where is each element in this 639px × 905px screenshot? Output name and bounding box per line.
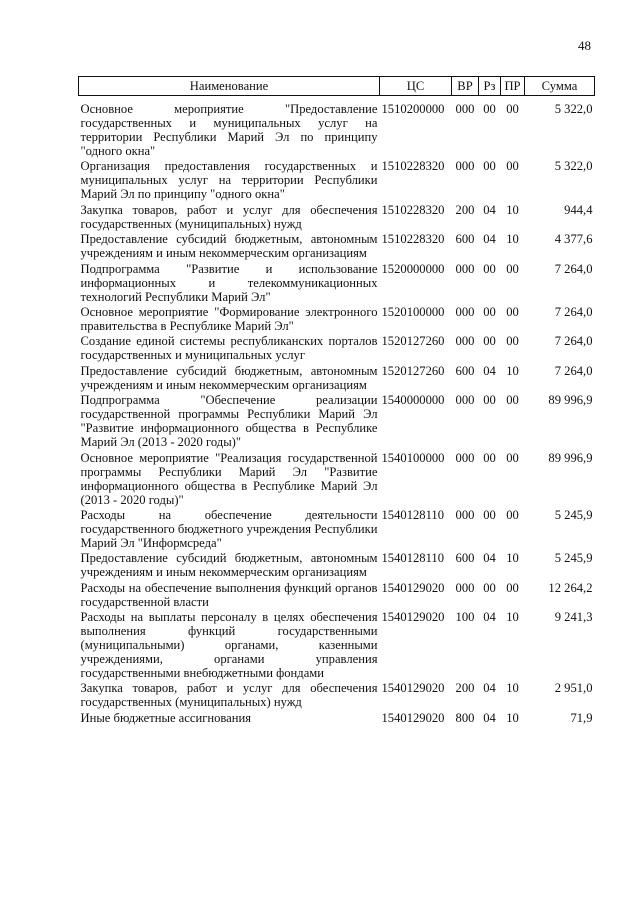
row-pr-code: 00: [506, 159, 519, 174]
row-sum: 7 264,0: [554, 363, 593, 378]
table-row: [79, 610, 595, 681]
row-pr-code: 10: [506, 363, 519, 378]
row-rz-code: 04: [483, 232, 496, 247]
row-vr-code: 000: [455, 334, 475, 349]
row-sum: 9 241,3: [554, 610, 593, 625]
row-pr-code: 00: [506, 102, 519, 116]
row-name: Расходы на обеспечение деятельности государственного бюджетного учреждения Республики Марий Эл "Информсреда": [80, 507, 378, 550]
row-pr-code: 10: [506, 551, 519, 566]
row-rz-code: 04: [483, 710, 496, 725]
row-pr-code: 00: [506, 261, 519, 276]
budget-table: [78, 76, 595, 726]
table-row: [79, 262, 595, 305]
row-cs-code: 1540100000: [381, 450, 445, 465]
row-rz-code: 00: [483, 304, 496, 319]
row-pr-code: 00: [506, 393, 519, 408]
row-vr-code: 000: [455, 507, 475, 522]
row-sum: 12 264,2: [548, 580, 593, 595]
row-rz-code: 00: [483, 102, 496, 116]
row-cs-code: 1510200000: [381, 102, 445, 116]
row-cs-code: 1540129020: [381, 710, 445, 725]
row-vr-code: 600: [455, 363, 475, 378]
header-name: Наименование: [79, 77, 380, 96]
row-vr-code: 000: [455, 159, 475, 174]
row-name: Основное мероприятие "Формирование электронного правительства в Республике Марий Эл": [80, 304, 378, 333]
table-row: [79, 159, 595, 202]
table-header: [79, 77, 595, 96]
table-row: [79, 581, 595, 610]
row-pr-code: 10: [506, 681, 519, 696]
row-pr-code: 10: [506, 610, 519, 625]
row-name: Основное мероприятие "Предоставление государственных и муниципальных услуг на территории Республики Марий Эл по принципу "одного окна": [80, 102, 378, 158]
row-sum: 5 245,9: [554, 507, 593, 522]
table-row: [79, 334, 595, 363]
row-name: Создание единой системы республиканских порталов государственных и муниципальных услуг: [80, 334, 378, 363]
row-name: Расходы на выплаты персоналу в целях обеспечения выполнения функций государственными (муниципальными) органами, казенными учреждениями, органами управления государственными внебюджетными фондами: [80, 610, 378, 681]
row-pr-code: 10: [506, 232, 519, 247]
row-sum: 89 996,9: [548, 450, 593, 465]
table-body: [79, 96, 595, 727]
row-cs-code: 1520127260: [381, 334, 445, 349]
row-pr-code: 00: [506, 580, 519, 595]
row-pr-code: 00: [506, 334, 519, 349]
table-row: [79, 364, 595, 393]
row-sum: 5 322,0: [554, 159, 593, 174]
row-cs-code: 1540129020: [381, 580, 445, 595]
row-cs-code: 1540129020: [381, 610, 445, 625]
row-rz-code: 04: [483, 610, 496, 625]
row-rz-code: 00: [483, 450, 496, 465]
row-name: Организация предоставления государственных и муниципальных услуг на территории Республики Марий Эл по принципу "одного окна": [80, 159, 378, 202]
table-row: [79, 393, 595, 450]
row-vr-code: 000: [455, 580, 475, 595]
row-cs-code: 1510228320: [381, 159, 445, 174]
row-rz-code: 00: [483, 507, 496, 522]
row-vr-code: 200: [455, 681, 475, 696]
row-cs-code: 1510228320: [381, 202, 445, 217]
header-rz: Рз: [479, 77, 501, 96]
row-name: Подпрограмма "Обеспечение реализации государственной программы Республики Марий Эл "Развитие информационного общества в Республике Марий Эл (2013 - 2020 годы)": [80, 393, 378, 450]
row-vr-code: 000: [455, 393, 475, 408]
row-vr-code: 200: [455, 202, 475, 217]
row-name: Предоставление субсидий бюджетным, автономным учреждениям и иным некоммерческим организациям: [80, 363, 378, 392]
row-cs-code: 1520000000: [381, 261, 445, 276]
row-name: Расходы на обеспечение выполнения функций органов государственной власти: [80, 580, 378, 609]
row-sum: 4 377,6: [554, 232, 593, 247]
row-vr-code: 000: [455, 261, 475, 276]
header-sum: Сумма: [525, 77, 595, 96]
table-row: [79, 232, 595, 261]
row-name: Основное мероприятие "Реализация государственной программы Республики Марий Эл "Развитие информационного общества в Республике Марий Эл (2013 - 2020 годы)": [80, 450, 378, 507]
row-vr-code: 100: [455, 610, 475, 625]
page-number: 48: [578, 38, 591, 53]
row-name: Иные бюджетные ассигнования: [80, 710, 252, 725]
header-cs: ЦС: [380, 77, 452, 96]
row-rz-code: 00: [483, 261, 496, 276]
row-sum: 71,9: [570, 710, 593, 725]
table-row: [79, 203, 595, 232]
row-rz-code: 00: [483, 580, 496, 595]
row-pr-code: 10: [506, 202, 519, 217]
row-vr-code: 600: [455, 232, 475, 247]
row-rz-code: 04: [483, 363, 496, 378]
header-pr: ПР: [501, 77, 525, 96]
row-sum: 89 996,9: [548, 393, 593, 408]
row-cs-code: 1540128110: [381, 551, 445, 566]
row-rz-code: 04: [483, 681, 496, 696]
row-name: Закупка товаров, работ и услуг для обеспечения государственных (муниципальных) нужд: [80, 202, 378, 231]
row-sum: 2 951,0: [554, 681, 593, 696]
row-sum: 944,4: [564, 202, 593, 217]
row-cs-code: 1540129020: [381, 681, 445, 696]
row-name: Предоставление субсидий бюджетным, автономным учреждениям и иным некоммерческим организациям: [80, 551, 378, 580]
table-row: [79, 451, 595, 508]
row-rz-code: 00: [483, 334, 496, 349]
row-vr-code: 000: [455, 102, 475, 116]
row-cs-code: 1540000000: [381, 393, 445, 408]
row-vr-code: 000: [455, 450, 475, 465]
table-row: [79, 711, 595, 726]
row-rz-code: 04: [483, 551, 496, 566]
row-sum: 5 245,9: [554, 551, 593, 566]
row-cs-code: 1510228320: [381, 232, 445, 247]
table-row: [79, 508, 595, 551]
row-vr-code: 600: [455, 551, 475, 566]
row-pr-code: 00: [506, 304, 519, 319]
row-pr-code: 10: [506, 710, 519, 725]
row-name: Предоставление субсидий бюджетным, автономным учреждениям и иным некоммерческим организациям: [80, 232, 378, 261]
row-rz-code: 00: [483, 159, 496, 174]
table-row: [79, 681, 595, 710]
row-cs-code: 1540128110: [381, 507, 445, 522]
header-vr: ВР: [452, 77, 479, 96]
row-cs-code: 1520100000: [381, 304, 445, 319]
row-sum: 7 264,0: [554, 261, 593, 276]
table-row: [79, 305, 595, 334]
row-vr-code: 000: [455, 304, 475, 319]
row-vr-code: 800: [455, 710, 475, 725]
row-rz-code: 04: [483, 202, 496, 217]
table-row: [79, 102, 595, 159]
row-name: Закупка товаров, работ и услуг для обеспечения государственных (муниципальных) нужд: [80, 681, 378, 710]
row-sum: 7 264,0: [554, 334, 593, 349]
row-pr-code: 00: [506, 450, 519, 465]
row-pr-code: 00: [506, 507, 519, 522]
table-row: [79, 551, 595, 580]
row-name: Подпрограмма "Развитие и использование информационных и телекоммуникационных технологий Республики Марий Эл": [80, 261, 378, 304]
row-cs-code: 1520127260: [381, 363, 445, 378]
row-sum: 7 264,0: [554, 304, 593, 319]
row-sum: 5 322,0: [554, 102, 593, 116]
row-rz-code: 00: [483, 393, 496, 408]
